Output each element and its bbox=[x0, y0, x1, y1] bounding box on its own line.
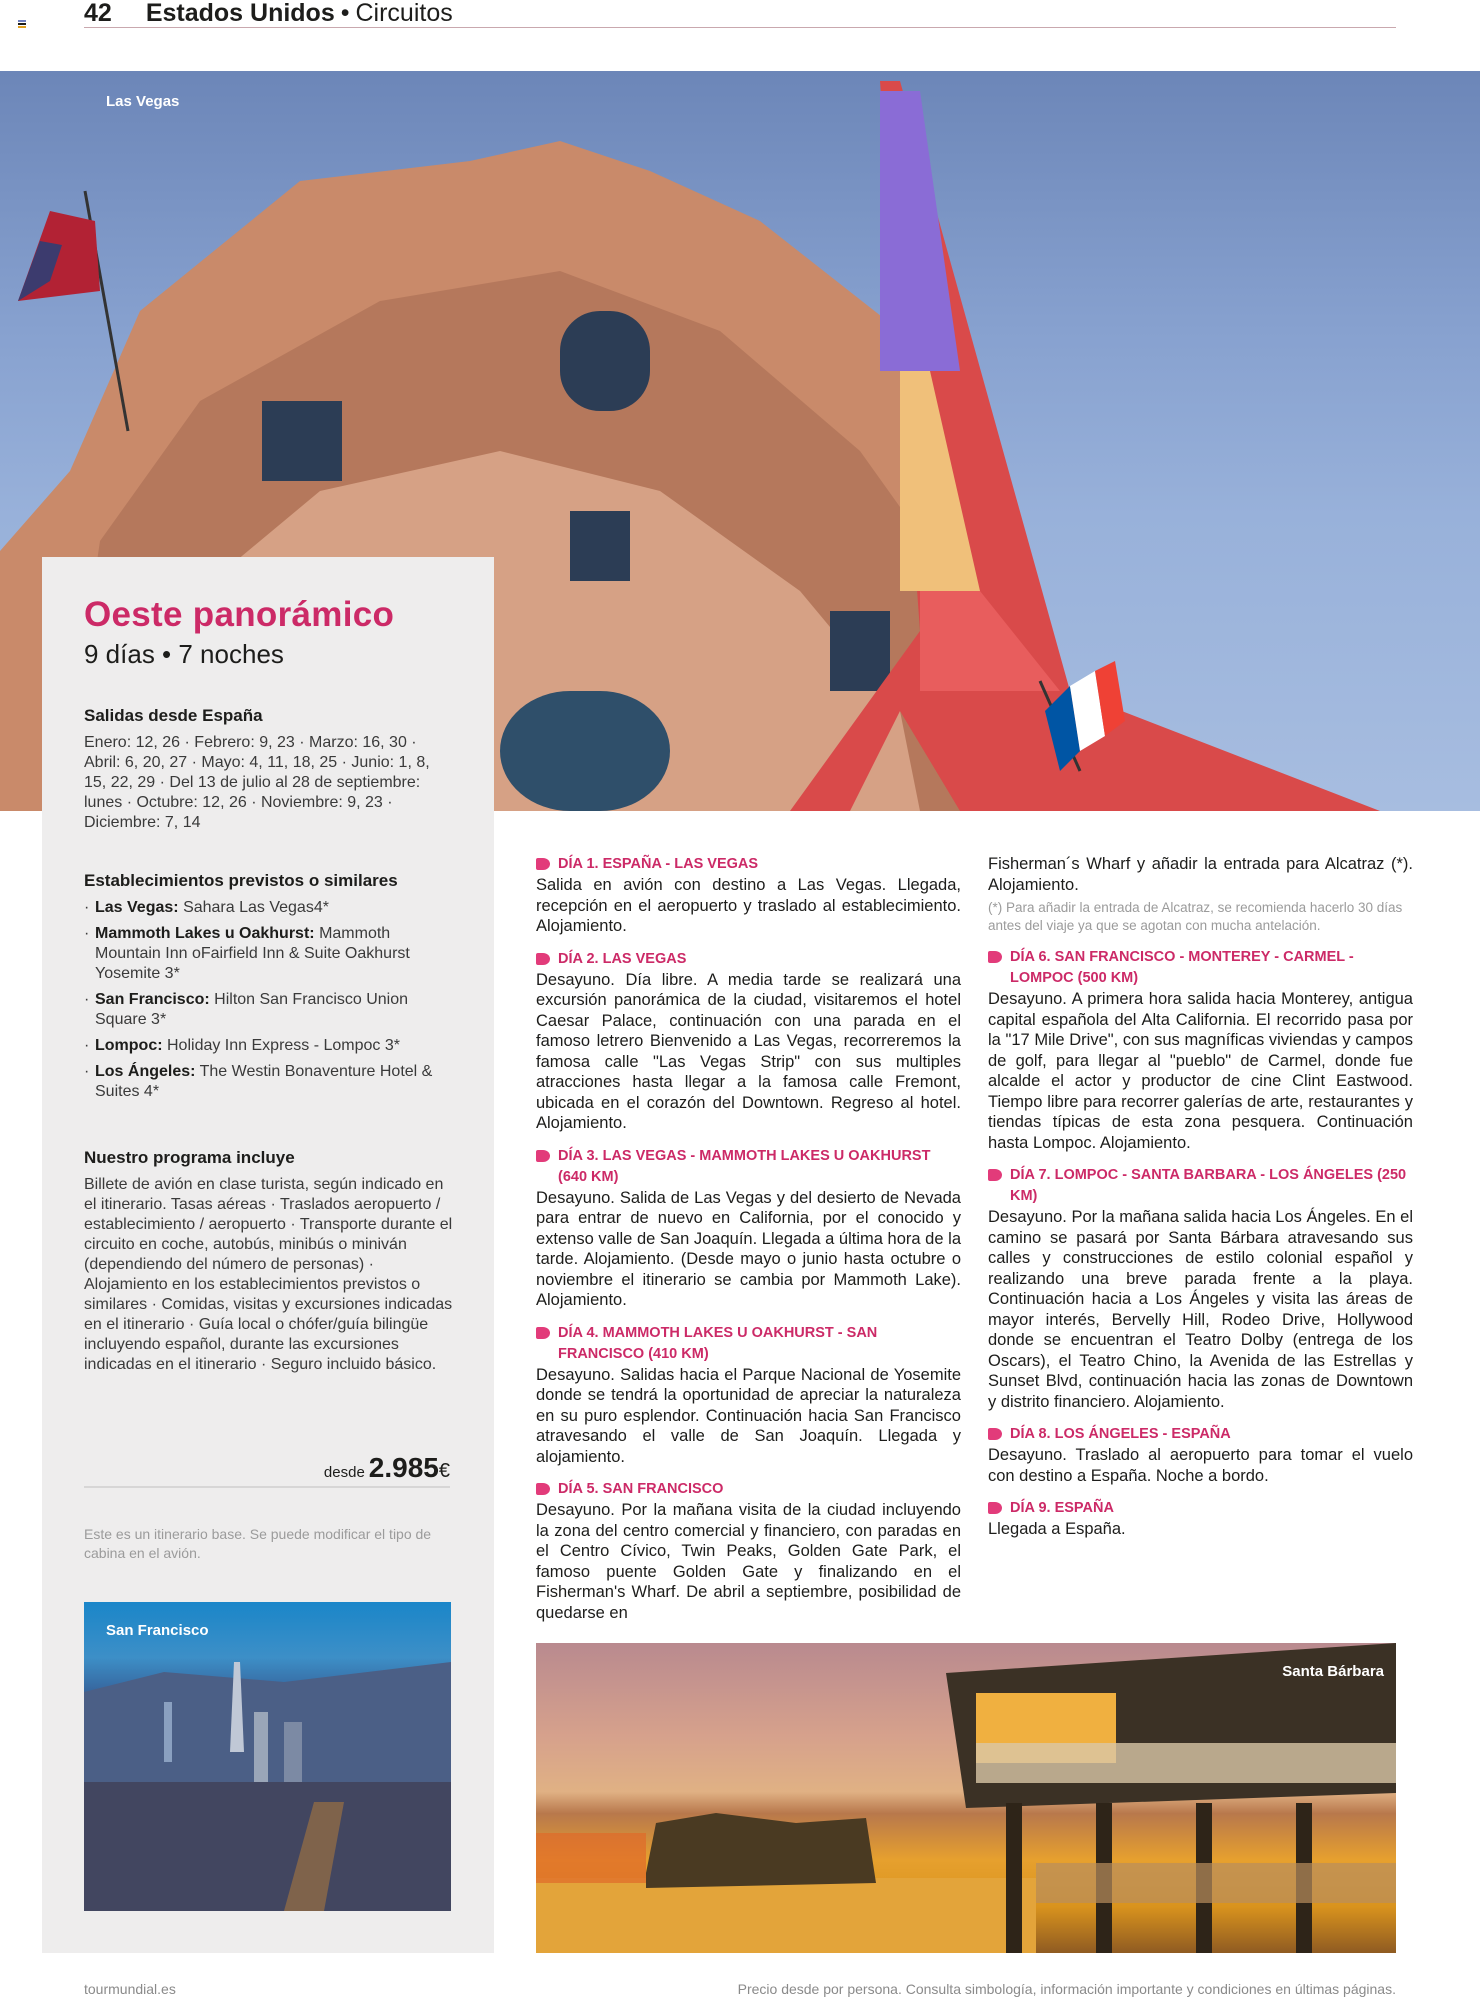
hotel-item bbox=[84, 990, 454, 1030]
includes-text: Billete de avión en clase turista, según indicado en el itinerario. Tasas aéreas · Traslados aeropuerto / establecimiento / aeropuerto · Transporte durante el circuito en coche, autobús, minibús o miniván (dependiendo del número de personas) · Alojamiento en los establecimientos previstos o similares · Comidas, visitas y excursiones indicadas en el itinerario · Guía local o chófer/guía bilingüe incluyendo español, durante las excursiones indicadas en el itinerario · Seguro incluido básico. bbox=[84, 1176, 453, 1373]
hotel-city: Los Ángeles: bbox=[95, 1063, 196, 1080]
day-body: Llegada a España. bbox=[988, 1520, 1126, 1538]
tour-title: Oeste panorámico bbox=[84, 595, 395, 634]
hotel-name: Sahara Las Vegas4* bbox=[183, 899, 329, 916]
day-title: DÍA 9. ESPAÑA bbox=[1010, 1500, 1114, 1516]
bullet-icon bbox=[988, 1169, 1002, 1181]
day-title: DÍA 5. SAN FRANCISCO bbox=[558, 1481, 724, 1497]
itinerary-day bbox=[988, 1424, 1413, 1486]
page-section: Circuitos bbox=[355, 0, 453, 27]
bullet-icon bbox=[988, 1428, 1002, 1440]
day-body: Desayuno. Día libre. A media tarde se realizará una excursión panorámica de la ciudad, visitaremos el hotel Caesar Palace, continuación con una parada en el famoso letrero Bienvenido a Las Vegas, recorreremos la famosa calle "Las Vegas Strip" con sus multiples atracciones hasta llegar a la famosa calle Fremont, ubicada en el corazón del Downtown. Regreso al hotel. Alojamiento. bbox=[536, 970, 961, 1132]
itinerary-column-1 bbox=[536, 854, 961, 1635]
day-body: Desayuno. Por la mañana salida hacia Los Ángeles. En el camino se pasará por Santa Bárbara atravesando sus calles y construcciones de estilo colonial español y realizando una breve parada frente a la playa. Continuación hacia a Los Ángeles y visita las áreas de mayor interés, Bervelly Hill, Rodeo Drive, Hollywood donde se encuentran el Teatro Dolby (entrega de los Oscars), el Teatro Chino, la Avenida de las Estrellas y Sunset Blvd, continuación hacia las zonas de Downtown y distrito financiero. Alojamiento. bbox=[988, 1208, 1413, 1411]
itinerary-note: Este es un itinerario base. Se puede modificar el tipo de cabina en el avión. bbox=[84, 1526, 432, 1561]
flag-icon bbox=[18, 20, 26, 28]
alcatraz-note: (*) Para añadir la entrada de Alcatraz, se recomienda hacerlo 30 días antes del viaje ya que se agotan con mucha antelación. bbox=[988, 900, 1403, 933]
departures-heading: Salidas desde España bbox=[84, 706, 263, 725]
bullet-icon bbox=[536, 1150, 550, 1162]
santa-barbara-caption: Santa Bárbara bbox=[1282, 1663, 1384, 1680]
day-body-continued: Fisherman´s Wharf y añadir la entrada para Alcatraz (*). Alojamiento. bbox=[988, 855, 1413, 894]
hotel-city: Lompoc: bbox=[95, 1037, 163, 1054]
hotel-city: Mammoth Lakes u Oakhurst: bbox=[95, 925, 315, 942]
itinerary-day bbox=[536, 1323, 961, 1468]
departures-section bbox=[84, 706, 454, 833]
day-body: Desayuno. Por la mañana visita de la ciudad incluyendo la zona del centro comercial y financiero, con paradas en el Centro Cívico, Twin Peaks, Golden Gate Park, el famoso puente Golden Gate y finalizando en el Fisherman's Wharf. De abril a septiembre, posibilidad de quedarse en bbox=[536, 1501, 961, 1622]
hero-caption: Las Vegas bbox=[106, 93, 180, 110]
day-body: Desayuno. A primera hora salida hacia Monterey, antigua capital española del Alta California. El recorrido pasa por la "17 Mile Drive", con sus magníficas viviendas y campos de golf, para llegar al "pueblo" de Carmel, donde fue alcalde el actor y productor de cine Clint Eastwood. Tiempo libre para recorrer galerías de arte, restaurantes y tiendas típicas de esta zona pesquera. Continuación hasta Lompoc. Alojamiento. bbox=[988, 990, 1413, 1152]
photo-san-francisco bbox=[84, 1602, 451, 1911]
day-title: DÍA 3. LAS VEGAS - MAMMOTH LAKES U OAKHURST (640 KM) bbox=[558, 1147, 931, 1185]
itinerary-day bbox=[988, 947, 1413, 1153]
includes-section bbox=[84, 1148, 454, 1375]
day-body: Desayuno. Salida de Las Vegas y del desierto de Nevada para entrar de nuevo en California, por el conocido y extenso valle de San Joaquín. Llegada a última hora de la tarde. Alojamiento. (Desde mayo o junio hasta octubre o noviembre el itinerario se cambia por Mammoth Lake). Alojamiento. bbox=[536, 1188, 961, 1309]
day-title: DÍA 6. SAN FRANCISCO - MONTEREY - CARMEL - LOMPOC (500 KM) bbox=[1010, 949, 1354, 986]
hotel-name: The Westin Bonaventure Hotel & Suites 4* bbox=[95, 1063, 433, 1100]
itinerary-day bbox=[536, 1146, 961, 1311]
hotels-section bbox=[84, 871, 454, 1108]
day-title: DÍA 1. ESPAÑA - LAS VEGAS bbox=[558, 856, 759, 872]
bullet-icon bbox=[536, 1483, 550, 1495]
price-from-label: desde bbox=[323, 1464, 365, 1481]
tour-duration: 9 días • 7 noches bbox=[84, 639, 284, 669]
itinerary-day bbox=[536, 854, 961, 937]
day-body: Desayuno. Traslado al aeropuerto para tomar el vuelo con destino a España. Noche a bordo. bbox=[988, 1446, 1413, 1485]
itinerary-day bbox=[988, 1165, 1413, 1412]
day-title: DÍA 2. LAS VEGAS bbox=[558, 950, 687, 967]
hotel-name: Hilton San Francisco Union Square 3* bbox=[95, 991, 409, 1028]
hotels-heading: Establecimientos previstos o similares bbox=[84, 871, 398, 890]
page-header bbox=[84, 0, 1396, 28]
day-body: Desayuno. Salidas hacia el Parque Nacional de Yosemite donde se tendrá la oportunidad de apreciar la naturaleza en su puro esplendor. Continuación hacia San Francisco atravesando el valle de San Joaquín. Llegada y alojamiento. bbox=[536, 1365, 961, 1466]
itinerary-day bbox=[988, 1498, 1413, 1540]
includes-heading: Nuestro programa incluye bbox=[84, 1148, 295, 1167]
bullet-icon bbox=[988, 1502, 1002, 1514]
itinerary-column-2 bbox=[988, 854, 1413, 1552]
header-separator: • bbox=[340, 0, 350, 27]
hotel-item bbox=[84, 1036, 454, 1056]
hotel-item bbox=[84, 924, 454, 984]
santa-barbara-illustration bbox=[536, 1643, 1396, 1953]
hotel-city: San Francisco: bbox=[95, 991, 210, 1008]
hotel-item bbox=[84, 1062, 454, 1102]
day-title: DÍA 8. LOS ÁNGELES - ESPAÑA bbox=[1010, 1426, 1231, 1442]
day-title: DÍA 7. LOMPOC - SANTA BARBARA - LOS ÁNGELES (250 KM) bbox=[1010, 1167, 1407, 1204]
page-number: 42 bbox=[84, 0, 112, 27]
bullet-icon bbox=[536, 1327, 550, 1339]
footer-website[interactable]: tourmundial.es bbox=[84, 1981, 176, 1997]
sf-illustration bbox=[84, 1602, 451, 1911]
day-title: DÍA 4. MAMMOTH LAKES U OAKHURST - SAN FRANCISCO (410 KM) bbox=[558, 1324, 878, 1362]
price-block bbox=[84, 1452, 450, 1488]
hotel-list bbox=[84, 898, 454, 1102]
itinerary-day bbox=[536, 949, 961, 1134]
hotel-name: Mammoth Mountain Inn oFairfield Inn & Suite Oakhurst Yosemite 3* bbox=[95, 925, 410, 982]
price-amount: 2.985 bbox=[368, 1452, 439, 1483]
day-body: Salida en avión con destino a Las Vegas. Llegada, recepción en el aeropuerto y traslado al establecimiento. Alojamiento. bbox=[536, 876, 961, 935]
footer-disclaimer: Precio desde por persona. Consulta simbología, información importante y condiciones en últimas páginas. bbox=[737, 1981, 1396, 1997]
hotel-city: Las Vegas: bbox=[95, 899, 179, 916]
itinerary-day bbox=[536, 1479, 961, 1623]
bullet-icon bbox=[536, 858, 550, 870]
hotel-item bbox=[84, 898, 454, 918]
photo-santa-barbara bbox=[536, 1643, 1396, 1953]
bullet-icon bbox=[988, 951, 1002, 963]
price-currency: € bbox=[438, 1460, 450, 1482]
hotel-name: Holiday Inn Express - Lompoc 3* bbox=[167, 1037, 400, 1054]
page-country: Estados Unidos bbox=[145, 0, 335, 27]
bullet-icon bbox=[536, 953, 550, 965]
sf-caption: San Francisco bbox=[106, 1622, 209, 1639]
departures-text: Enero: 12, 26 · Febrero: 9, 23 · Marzo: 16, 30 · Abril: 6, 20, 27 · Mayo: 4, 11, 18, 25 · Junio: 1, 8, 15, 22, 29 · Del 13 de julio al 28 de septiembre: lunes · Octubre: 12, 26 · Noviembre: 9, 23 · Diciembre: 7, 14 bbox=[84, 734, 430, 831]
